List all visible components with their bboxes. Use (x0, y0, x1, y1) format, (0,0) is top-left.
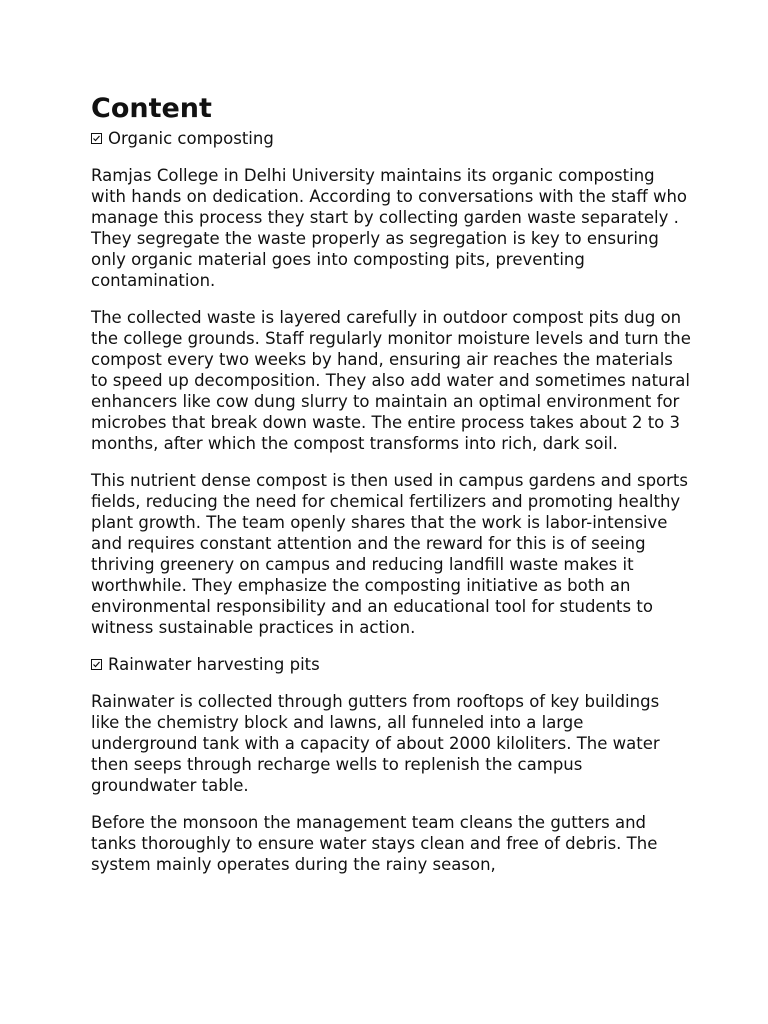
document-page (91, 90, 691, 875)
paragraph: This nutrient dense compost is then used in campus gardens and sports fields, reducing the need for chemical fertilizers and promoting healthy plant growth. The team openly shares that the work is labor-intensive and requires constant attention and the reward for this is of seeing thriving greenery on campus and reducing landfill waste makes it worthwhile. They emphasize the composting initiative as both an environmental responsibility and an educational tool for students to witness sustainable practices in action. (91, 471, 688, 637)
paragraph: Ramjas College in Delhi University maintains its organic composting with hands on dedication. According to conversations with the staff who manage this process they start by collecting garden waste separately . They segregate the waste properly as segregation is key to ensuring only organic material goes into composting pits, preventing contamination. (91, 166, 688, 290)
section-heading-organic-composting (91, 128, 691, 149)
section-heading-rainwater-harvesting (91, 654, 691, 675)
paragraph: The collected waste is layered carefully in outdoor compost pits dug on the college grounds. Staff regularly monitor moisture levels and turn the compost every two weeks by hand, ensuring air reaches the materials to speed up decomposition. They also add water and sometimes natural enhancers like cow dung slurry to maintain an optimal environment for microbes that break down waste. The entire process takes about 2 to 3 months, after which the compost transforms into rich, dark soil. (91, 308, 691, 453)
checkbox-checked-icon (91, 659, 102, 670)
section-heading-label: Organic composting (108, 129, 274, 148)
section-heading-label: Rainwater harvesting pits (108, 655, 320, 674)
page-title: Content (91, 93, 212, 124)
paragraph: Before the monsoon the management team cleans the gutters and tanks thoroughly to ensure water stays clean and free of debris. The system mainly operates during the rainy season, (91, 813, 658, 874)
paragraph: Rainwater is collected through gutters from rooftops of key buildings like the chemistry block and lawns, all funneled into a large underground tank with a capacity of about 2000 kiloliters. The water then seeps through recharge wells to replenish the campus groundwater table. (91, 692, 660, 795)
checkbox-checked-icon (91, 133, 102, 144)
